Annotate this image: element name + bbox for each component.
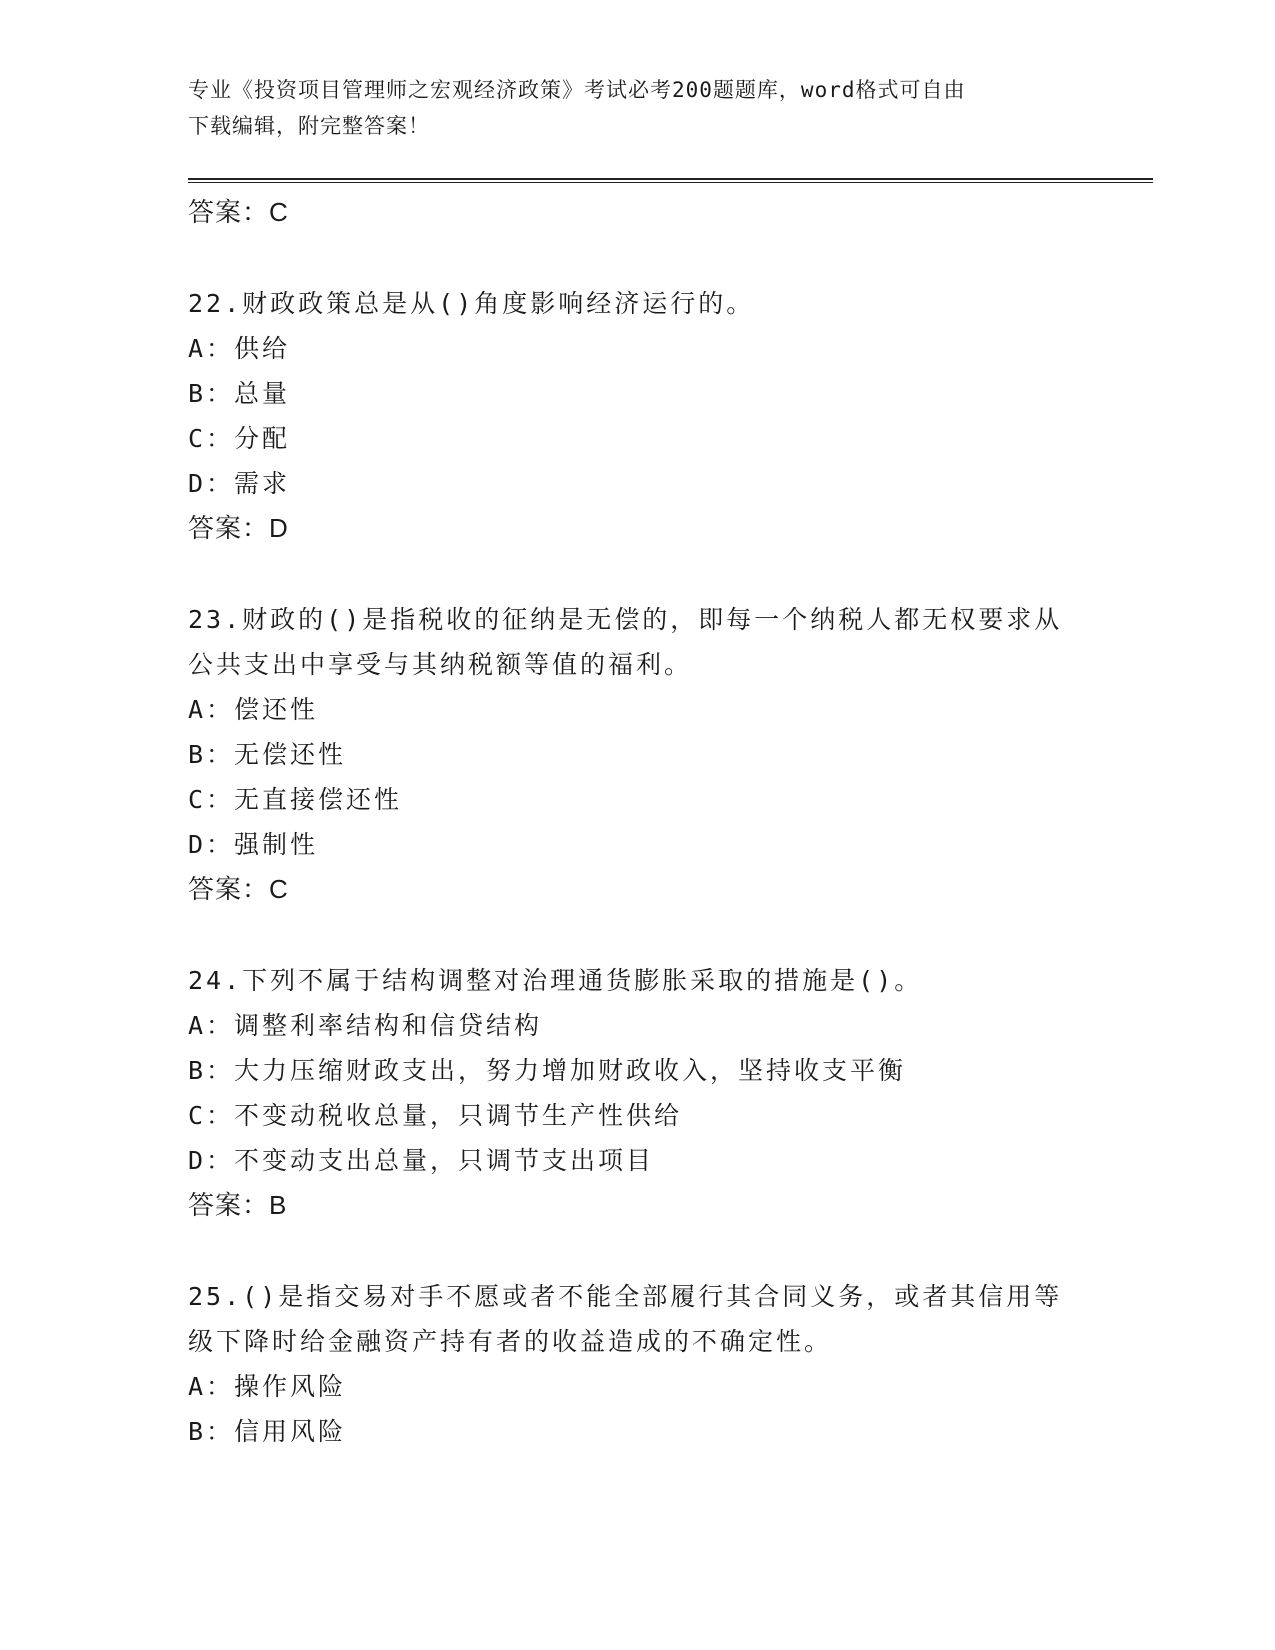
spacer	[188, 551, 1088, 597]
question-block-24	[188, 958, 1088, 1228]
question-text: 23.财政的()是指税收的征纳是无偿的，即每一个纳税人都无权要求从公共支出中享受与其纳税额等值的福利。	[188, 605, 1063, 679]
option-b: B：总量	[188, 379, 291, 408]
option-c: C：无直接偿还性	[188, 785, 403, 814]
answer: 答案：C	[188, 874, 289, 904]
spacer	[188, 235, 1088, 281]
question-block-25	[188, 1274, 1088, 1454]
spacer	[188, 912, 1088, 958]
option-b: B：信用风险	[188, 1417, 347, 1446]
answer: 答案：D	[188, 513, 289, 543]
question-block-23	[188, 597, 1088, 912]
answer: 答案：B	[188, 1190, 288, 1220]
question-text: 22.财政政策总是从()角度影响经济运行的。	[188, 289, 755, 318]
option-d: D：不变动支出总量，只调节支出项目	[188, 1146, 655, 1175]
header-line-1: 专业《投资项目管理师之宏观经济政策》考试必考200题题库，word格式可自由	[188, 78, 966, 102]
question-text: 24.下列不属于结构调整对治理通货膨胀采取的措施是()。	[188, 966, 923, 995]
option-d: D：需求	[188, 469, 291, 498]
option-a: A：操作风险	[188, 1372, 347, 1401]
header-line-2: 下载编辑，附完整答案！	[188, 114, 430, 138]
option-c: C：分配	[188, 424, 291, 453]
option-b: B：大力压缩财政支出，努力增加财政收入，坚持收支平衡	[188, 1056, 907, 1085]
document-header	[188, 72, 1068, 144]
option-a: A：偿还性	[188, 695, 319, 724]
option-a: A：调整利率结构和信贷结构	[188, 1011, 543, 1040]
question-list	[188, 190, 1088, 1454]
header-divider	[188, 178, 1153, 183]
previous-answer: 答案：C	[188, 197, 289, 227]
question-text: 25.()是指交易对手不愿或者不能全部履行其合同义务，或者其信用等级下降时给金融资产持有者的收益造成的不确定性。	[188, 1282, 1063, 1356]
option-c: C：不变动税收总量，只调节生产性供给	[188, 1101, 683, 1130]
option-b: B：无偿还性	[188, 740, 347, 769]
question-block-22	[188, 281, 1088, 551]
spacer	[188, 1228, 1088, 1274]
option-d: D：强制性	[188, 830, 319, 859]
option-a: A：供给	[188, 334, 291, 363]
